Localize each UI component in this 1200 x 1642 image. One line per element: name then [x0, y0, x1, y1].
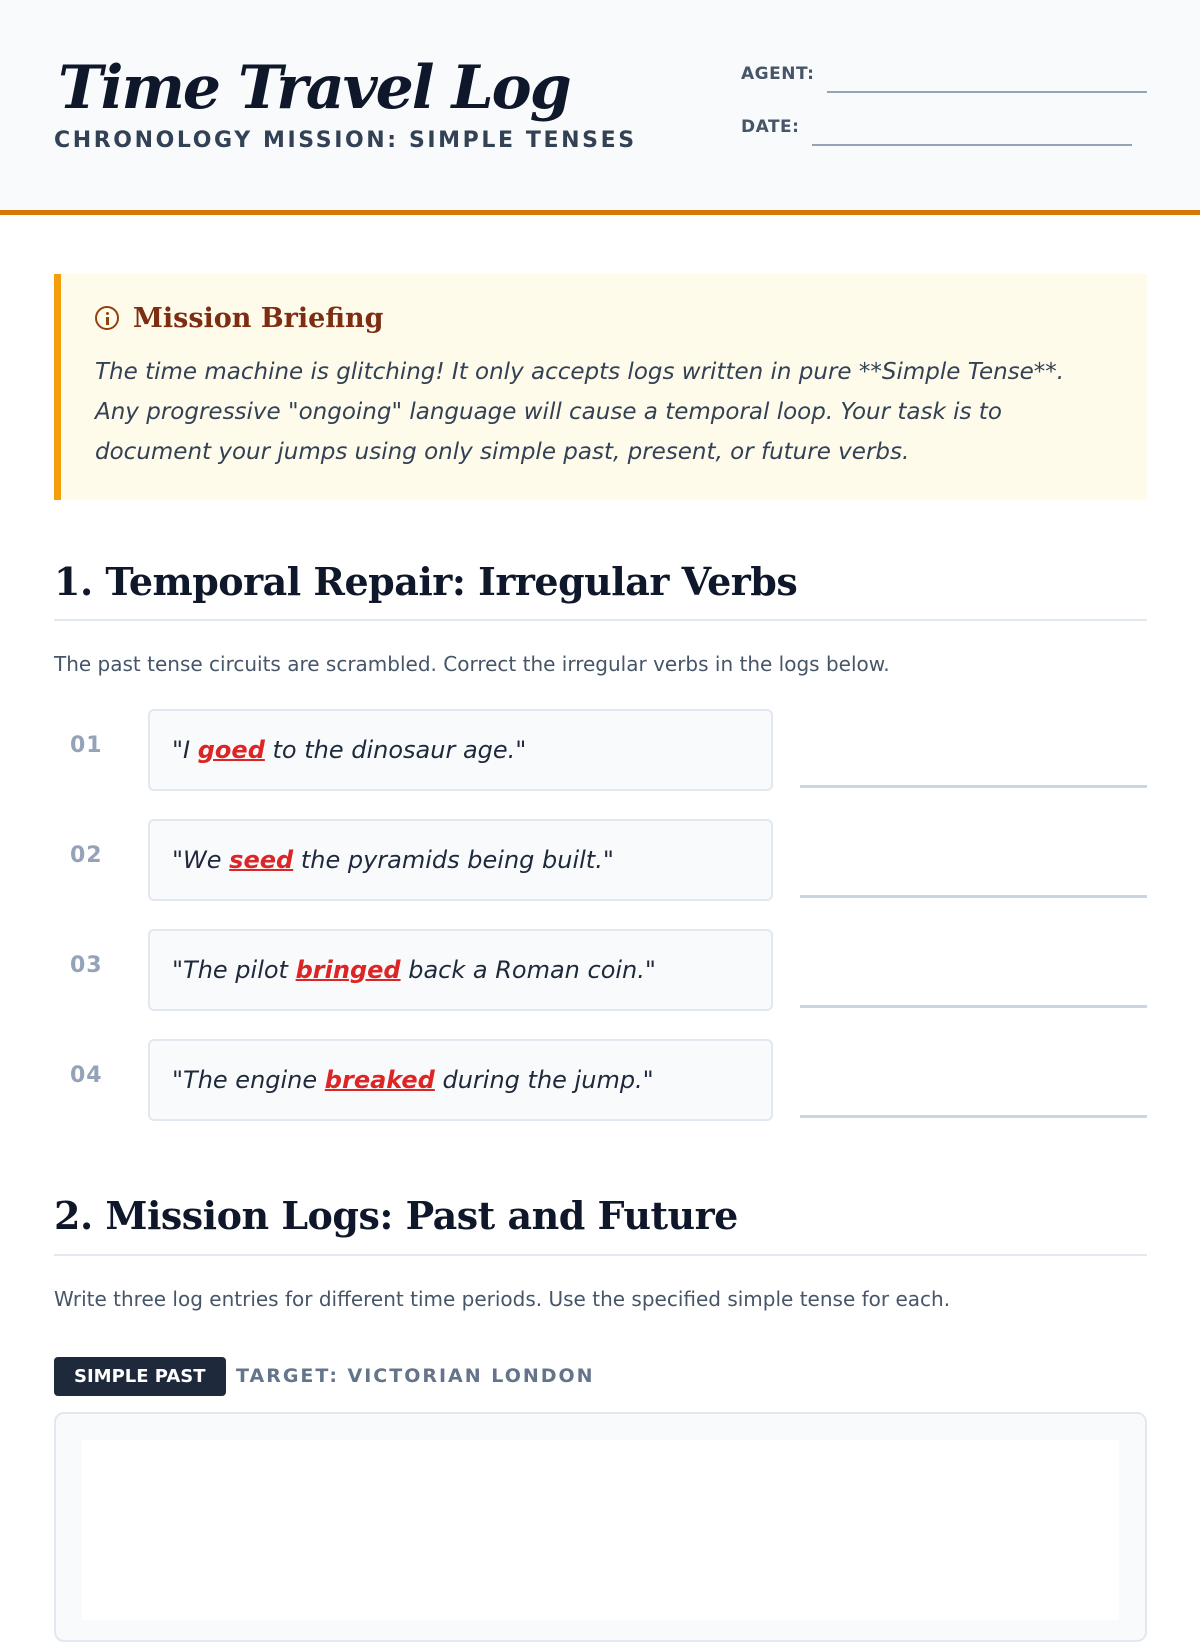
verb-sentence	[172, 843, 614, 877]
section-2-description: Write three log entries for different time periods. Use the specified simple tense for each.	[54, 1287, 951, 1311]
page-title: Time Travel Log	[58, 53, 570, 123]
answer-field[interactable]	[800, 785, 1147, 788]
verb-item	[54, 929, 1147, 1011]
answer-field[interactable]	[800, 895, 1147, 898]
verb-item	[54, 1039, 1147, 1121]
date-label: DATE:	[741, 117, 800, 137]
verb-sentence-box	[148, 819, 773, 901]
sentence-before: "We	[172, 846, 230, 874]
section-1-description: The past tense circuits are scrambled. Correct the irregular verbs in the logs below.	[54, 652, 890, 676]
log-writing-area[interactable]	[82, 1440, 1119, 1620]
item-number: 01	[70, 733, 103, 758]
incorrect-verb: seed	[229, 846, 294, 874]
tense-badge: SIMPLE PAST	[54, 1357, 226, 1396]
target-label: TARGET: VICTORIAN LONDON	[236, 1365, 595, 1387]
log-entry-box	[54, 1412, 1147, 1642]
section-1-title: 1. Temporal Repair: Irregular Verbs	[54, 559, 798, 604]
section-1-divider	[54, 619, 1147, 621]
verb-sentence	[172, 953, 656, 987]
sentence-before: "The engine	[172, 1066, 325, 1094]
sentence-after: back a Roman coin."	[400, 956, 656, 984]
item-number: 04	[70, 1063, 103, 1088]
section-2-title: 2. Mission Logs: Past and Future	[54, 1193, 738, 1238]
date-field[interactable]	[812, 144, 1132, 146]
sentence-after: during the jump."	[434, 1066, 654, 1094]
agent-label: AGENT:	[741, 64, 815, 84]
incorrect-verb: goed	[197, 736, 265, 764]
agent-field[interactable]	[827, 91, 1147, 93]
section-2-divider	[54, 1254, 1147, 1256]
verb-item	[54, 709, 1147, 791]
verb-sentence-box	[148, 929, 773, 1011]
briefing-title: Mission Briefing	[133, 303, 384, 334]
sentence-after: the pyramids being built."	[293, 846, 614, 874]
incorrect-verb: breaked	[324, 1066, 435, 1094]
verb-item	[54, 819, 1147, 901]
briefing-text: The time machine is glitching! It only accepts logs written in pure **Simple Tense**. Any progressive "ongoing" language will cause a temporal loop. Your task is to document your jumps using only simple past, present, or future verbs.	[95, 359, 1065, 465]
incorrect-verb: bringed	[295, 956, 401, 984]
verb-sentence-box	[148, 1039, 773, 1121]
mission-briefing	[54, 274, 1147, 500]
item-number: 02	[70, 843, 103, 868]
verb-sentence	[172, 733, 526, 767]
worksheet-header	[0, 0, 1200, 215]
sentence-before: "I	[172, 736, 198, 764]
info-icon	[95, 306, 119, 330]
page-subtitle: CHRONOLOGY MISSION: SIMPLE TENSES	[54, 128, 637, 153]
answer-field[interactable]	[800, 1115, 1147, 1118]
sentence-before: "The pilot	[172, 956, 296, 984]
item-number: 03	[70, 953, 103, 978]
verb-sentence-box	[148, 709, 773, 791]
sentence-after: to the dinosaur age."	[264, 736, 527, 764]
answer-field[interactable]	[800, 1005, 1147, 1008]
verb-sentence	[172, 1063, 654, 1097]
